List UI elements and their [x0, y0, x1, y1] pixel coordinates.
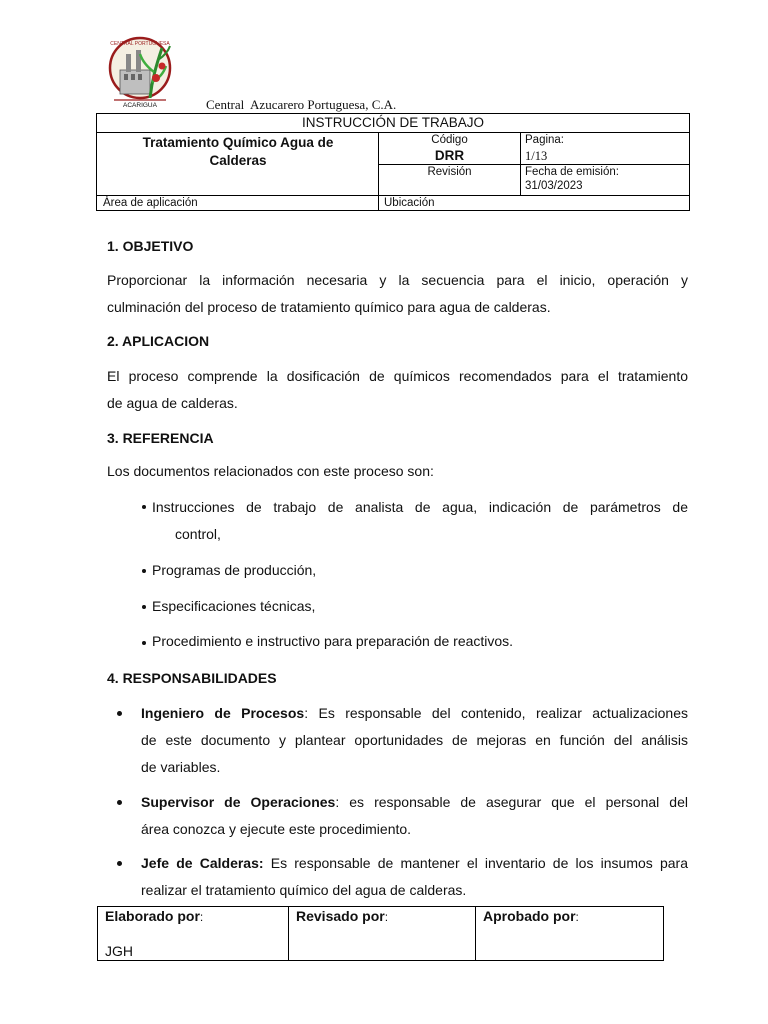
list-item-line	[141, 700, 688, 727]
revisado-colon: :	[384, 910, 389, 924]
list-item-line: control,	[175, 526, 221, 542]
elaborado-colon: :	[199, 910, 204, 924]
logo-bottom-text: ACARIGUA	[123, 102, 157, 109]
bullet-icon	[117, 711, 122, 716]
bullet-icon	[142, 505, 146, 509]
list-item-text	[141, 700, 688, 781]
role-name: Ingeniero de Procesos	[141, 705, 305, 721]
document-title-line-1: Tratamiento Químico Agua de	[142, 135, 334, 150]
list-item-text	[152, 494, 688, 521]
role-name: Supervisor de Operaciones	[141, 794, 336, 810]
role-description: Es responsable de mantener el inventario de los insumos para	[263, 855, 688, 871]
list-item-line: realizar el tratamiento químico del agua de calderas.	[141, 882, 467, 898]
fecha-label: Fecha de emisión:	[525, 166, 619, 178]
list-item-text	[152, 593, 688, 620]
elaborado-label: Elaborado por	[105, 908, 200, 924]
paragraph-line: El proceso comprende la dosificación de químicos recomendados para el tratamiento	[107, 368, 688, 384]
list-item-text	[141, 850, 688, 904]
elaborado-value: JGH	[105, 943, 133, 959]
paragraph-line: Proporcionar la información necesaria y la secuencia para el inicio, operación y	[107, 272, 688, 288]
bullet-icon	[142, 641, 146, 645]
role-description: : es responsable de asegurar que el personal del	[335, 794, 688, 810]
instruction-title: INSTRUCCIÓN DE TRABAJO	[97, 114, 689, 133]
heading-aplicacion: 2. APLICACION	[107, 333, 210, 349]
bullet-icon	[117, 861, 122, 866]
heading-responsabilidades: 4. RESPONSABILIDADES	[107, 670, 277, 686]
bullet-icon	[117, 800, 122, 805]
list-item-text	[141, 789, 688, 843]
document-title	[107, 134, 369, 170]
codigo-label: Código	[431, 134, 468, 146]
area-label: Área de aplicación	[103, 197, 198, 209]
paragraph-line: culminación del proceso de tratamiento químico para agua de calderas.	[107, 299, 551, 315]
pagina-value: 1/13	[525, 149, 548, 163]
bullet-icon	[142, 569, 146, 573]
list-item-line: de variables.	[141, 759, 221, 775]
header-table	[96, 113, 690, 211]
role-description: : Es responsable del contenido, realizar actualizaciones	[304, 705, 688, 721]
company-logo	[106, 32, 174, 110]
revisado-label: Revisado por	[296, 908, 385, 924]
list-item-line: de este documento y plantear oportunidades de mejoras en función del análisis	[141, 732, 688, 748]
revisado-cell	[296, 907, 474, 960]
elaborado-cell	[105, 907, 285, 960]
paragraph-line: Los documentos relacionados con este proceso son:	[107, 463, 434, 479]
bullet-icon	[142, 605, 146, 609]
paragraph-objetivo	[107, 267, 688, 321]
revision-label: Revisión	[427, 166, 472, 178]
list-item-line	[141, 789, 688, 816]
paragraph-referencia-intro	[107, 458, 688, 485]
list-item-line: Programas de producción,	[152, 562, 317, 578]
list-item-line: Especificaciones técnicas,	[152, 598, 316, 614]
paragraph-aplicacion	[107, 363, 688, 417]
list-item-line	[141, 850, 688, 877]
fecha-value: 31/03/2023	[525, 180, 583, 192]
company-name: Central Azucarero Portuguesa, C.A.	[206, 97, 397, 112]
list-item-line: Procedimiento e instructivo para preparación de reactivos.	[152, 633, 514, 649]
document-title-line-2: Calderas	[209, 153, 267, 168]
list-item-text	[175, 521, 688, 548]
list-item-line: Instrucciones de trabajo de analista de agua, indicación de parámetros de	[152, 499, 688, 515]
aprobado-colon: :	[575, 910, 579, 924]
heading-objetivo: 1. OBJETIVO	[107, 238, 194, 254]
paragraph-line: de agua de calderas.	[107, 395, 238, 411]
role-name: Jefe de Calderas:	[141, 855, 264, 871]
pagina-label: Pagina:	[525, 134, 565, 146]
heading-referencia: 3. REFERENCIA	[107, 430, 214, 446]
codigo-value: DRR	[434, 148, 465, 163]
list-item-text	[152, 628, 688, 655]
list-item-text	[152, 557, 688, 584]
signature-table	[97, 906, 664, 961]
ubicacion-label: Ubicación	[384, 197, 435, 209]
logo-top-text: CENTRAL PORTUGUESA	[110, 41, 170, 47]
aprobado-label: Aprobado por	[483, 908, 576, 924]
aprobado-cell	[483, 907, 661, 960]
list-item-line: área conozca y ejecute este procedimiento.	[141, 821, 412, 837]
